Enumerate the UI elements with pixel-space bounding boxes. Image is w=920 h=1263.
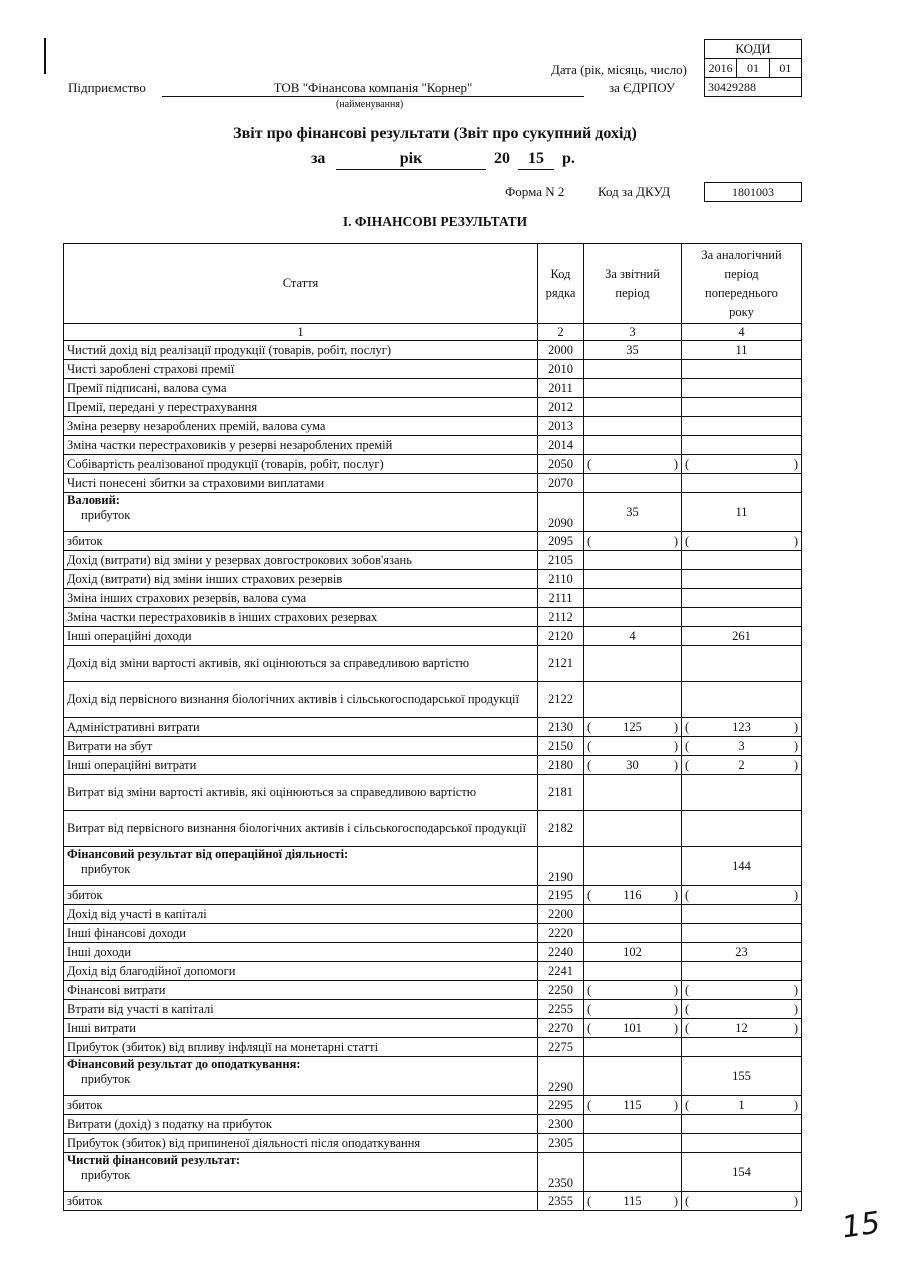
row-label: Дохід від участі в капіталі bbox=[64, 905, 538, 924]
close-paren: ) bbox=[793, 1193, 798, 1208]
table-row bbox=[64, 474, 802, 493]
row-code: 2050 bbox=[538, 455, 584, 474]
row-code: 2305 bbox=[538, 1134, 584, 1153]
row-previous-value bbox=[682, 1134, 802, 1153]
close-paren: ) bbox=[793, 757, 798, 772]
handwritten-page-number: 15 bbox=[839, 1205, 883, 1246]
open-paren: ( bbox=[685, 1097, 690, 1112]
row-label: Премії, передані у перестрахування bbox=[64, 398, 538, 417]
row-previous-value bbox=[682, 682, 802, 718]
row-code: 2090 bbox=[538, 493, 584, 532]
row-label: збиток bbox=[64, 886, 538, 905]
row-previous-value bbox=[682, 1019, 802, 1038]
row-label: Дохід (витрати) від зміни інших страхових резервів bbox=[64, 570, 538, 589]
row-label: Собівартість реалізованої продукції (товарів, робіт, послуг) bbox=[64, 455, 538, 474]
table-row bbox=[64, 682, 802, 718]
row-previous-value bbox=[682, 737, 802, 756]
row-previous-value bbox=[682, 646, 802, 682]
row-label: Чисті зароблені страхові премії bbox=[64, 360, 538, 379]
row-code: 2120 bbox=[538, 627, 584, 646]
open-paren: ( bbox=[587, 887, 592, 902]
col-num: 3 bbox=[584, 324, 682, 341]
table-row bbox=[64, 775, 802, 811]
row-current-value bbox=[584, 1057, 682, 1096]
col-num: 4 bbox=[682, 324, 802, 341]
row-current-value bbox=[584, 398, 682, 417]
date-label: Дата (рік, місяць, число) bbox=[551, 62, 687, 77]
row-code: 2000 bbox=[538, 341, 584, 360]
row-previous-value bbox=[682, 398, 802, 417]
row-current-value bbox=[584, 737, 682, 756]
close-paren: ) bbox=[673, 1020, 678, 1035]
row-label: Інші операційні доходи bbox=[64, 627, 538, 646]
close-paren: ) bbox=[673, 456, 678, 471]
row-previous-value: 23 bbox=[682, 943, 802, 962]
close-paren: ) bbox=[673, 1193, 678, 1208]
open-paren: ( bbox=[685, 533, 690, 548]
table-row bbox=[64, 1115, 802, 1134]
row-code: 2012 bbox=[538, 398, 584, 417]
table-row bbox=[64, 417, 802, 436]
row-label: Дохід від благодійної допомоги bbox=[64, 962, 538, 981]
row-previous-value: 11 bbox=[682, 341, 802, 360]
open-paren: ( bbox=[587, 982, 592, 997]
close-paren: ) bbox=[793, 887, 798, 902]
close-paren: ) bbox=[793, 533, 798, 548]
table-row bbox=[64, 811, 802, 847]
close-paren: ) bbox=[793, 1001, 798, 1016]
table-row bbox=[64, 589, 802, 608]
row-label: Інші доходи bbox=[64, 943, 538, 962]
row-label: Премії підписані, валова сума bbox=[64, 379, 538, 398]
table-row bbox=[64, 924, 802, 943]
row-label: Зміна резерву незароблених премій, валова сума bbox=[64, 417, 538, 436]
table-row bbox=[64, 360, 802, 379]
row-current-value: 35 bbox=[584, 341, 682, 360]
title-year-suffix: 15 bbox=[518, 150, 554, 170]
row-previous-value: 155 bbox=[682, 1057, 802, 1096]
table-row bbox=[64, 532, 802, 551]
open-paren: ( bbox=[685, 1001, 690, 1016]
row-label: збиток bbox=[64, 1096, 538, 1115]
section-title: І. ФІНАНСОВІ РЕЗУЛЬТАТИ bbox=[342, 214, 528, 229]
row-group-title: Фінансовий результат до оподаткування: bbox=[67, 1057, 301, 1071]
header-article: Стаття bbox=[64, 244, 538, 324]
table-row bbox=[64, 756, 802, 775]
edrpou-code: 30429288 bbox=[708, 80, 756, 94]
naming-caption: (найменування) bbox=[336, 99, 404, 110]
table-row bbox=[64, 1000, 802, 1019]
row-code: 2255 bbox=[538, 1000, 584, 1019]
row-current-value bbox=[584, 847, 682, 886]
row-code: 2112 bbox=[538, 608, 584, 627]
close-paren: ) bbox=[673, 738, 678, 753]
row-label: Фінансові витрати bbox=[64, 981, 538, 1000]
row-current-value bbox=[584, 570, 682, 589]
row-current-value bbox=[584, 532, 682, 551]
row-current-value bbox=[584, 1153, 682, 1192]
row-current-value bbox=[584, 962, 682, 981]
row-current-value bbox=[584, 981, 682, 1000]
row-code: 2180 bbox=[538, 756, 584, 775]
row-code: 2290 bbox=[538, 1057, 584, 1096]
dkud-label: Код за ДКУД bbox=[598, 184, 671, 199]
row-label: Чистий дохід від реалізації продукції (товарів, робіт, послуг) bbox=[64, 341, 538, 360]
date-year: 2016 bbox=[705, 59, 737, 77]
table-body bbox=[64, 341, 802, 1211]
table-row bbox=[64, 847, 802, 886]
value: 30 bbox=[626, 757, 639, 772]
row-label: Дохід (витрати) від зміни у резервах довгострокових зобов'язань bbox=[64, 551, 538, 570]
table-row bbox=[64, 1019, 802, 1038]
row-previous-value: 154 bbox=[682, 1153, 802, 1192]
row-current-value bbox=[584, 905, 682, 924]
row-code: 2241 bbox=[538, 962, 584, 981]
date-day: 01 bbox=[779, 61, 792, 75]
date-month: 01 bbox=[737, 59, 769, 77]
codes-header: КОДИ bbox=[705, 40, 801, 59]
row-label: Витрат від первісного визнання біологічних активів і сільськогосподарської продукції bbox=[64, 811, 538, 847]
row-code: 2250 bbox=[538, 981, 584, 1000]
open-paren: ( bbox=[685, 719, 690, 734]
title-za: за bbox=[311, 150, 326, 167]
row-current-value bbox=[584, 455, 682, 474]
table-row bbox=[64, 1153, 802, 1192]
table-row bbox=[64, 570, 802, 589]
open-paren: ( bbox=[685, 456, 690, 471]
row-previous-value bbox=[682, 924, 802, 943]
table-row bbox=[64, 455, 802, 474]
row-previous-value bbox=[682, 532, 802, 551]
row-label: Зміна частки перестраховиків у резерві незароблених премій bbox=[64, 436, 538, 455]
table-row bbox=[64, 943, 802, 962]
row-previous-value bbox=[682, 1192, 802, 1211]
row-previous-value bbox=[682, 455, 802, 474]
row-code: 2105 bbox=[538, 551, 584, 570]
table-row bbox=[64, 379, 802, 398]
row-previous-value bbox=[682, 1115, 802, 1134]
open-paren: ( bbox=[587, 1020, 592, 1035]
open-paren: ( bbox=[685, 982, 690, 997]
row-label: Чисті понесені збитки за страховими виплатами bbox=[64, 474, 538, 493]
open-paren: ( bbox=[587, 1001, 592, 1016]
close-paren: ) bbox=[793, 1097, 798, 1112]
row-previous-value bbox=[682, 718, 802, 737]
row-previous-value bbox=[682, 756, 802, 775]
value: 12 bbox=[735, 1020, 748, 1035]
row-current-value bbox=[584, 1000, 682, 1019]
row-label: збиток bbox=[64, 532, 538, 551]
row-current-value bbox=[584, 551, 682, 570]
row-current-value bbox=[584, 646, 682, 682]
row-previous-value: 144 bbox=[682, 847, 802, 886]
value: 125 bbox=[623, 719, 642, 734]
row-code: 2355 bbox=[538, 1192, 584, 1211]
row-label bbox=[64, 493, 538, 532]
open-paren: ( bbox=[587, 533, 592, 548]
table-row bbox=[64, 1096, 802, 1115]
row-current-value bbox=[584, 589, 682, 608]
row-code: 2200 bbox=[538, 905, 584, 924]
row-code: 2350 bbox=[538, 1153, 584, 1192]
row-previous-value bbox=[682, 379, 802, 398]
row-group-title: Чистий фінансовий результат: bbox=[67, 1153, 241, 1167]
open-paren: ( bbox=[587, 738, 592, 753]
row-current-value bbox=[584, 1134, 682, 1153]
row-current-value bbox=[584, 474, 682, 493]
edrpou-label: за ЄДРПОУ bbox=[609, 80, 676, 95]
dkud-code: 1801003 bbox=[704, 182, 802, 202]
row-current-value bbox=[584, 1019, 682, 1038]
row-previous-value bbox=[682, 570, 802, 589]
close-paren: ) bbox=[673, 1001, 678, 1016]
row-code: 2010 bbox=[538, 360, 584, 379]
row-code: 2190 bbox=[538, 847, 584, 886]
row-label: Дохід від первісного визнання біологічних активів і сільськогосподарської продукції bbox=[64, 682, 538, 718]
row-current-value bbox=[584, 1115, 682, 1134]
row-current-value bbox=[584, 756, 682, 775]
codes-box bbox=[704, 39, 802, 97]
value: 3 bbox=[738, 738, 745, 753]
table-row bbox=[64, 1038, 802, 1057]
financial-results-table bbox=[63, 243, 802, 1211]
close-paren: ) bbox=[673, 533, 678, 548]
row-current-value bbox=[584, 1192, 682, 1211]
row-label bbox=[64, 1153, 538, 1192]
row-previous-value: 261 bbox=[682, 627, 802, 646]
title-period: рік bbox=[336, 150, 486, 170]
row-code: 2150 bbox=[538, 737, 584, 756]
table-row bbox=[64, 1192, 802, 1211]
row-current-value bbox=[584, 718, 682, 737]
row-previous-value bbox=[682, 551, 802, 570]
row-previous-value bbox=[682, 474, 802, 493]
row-code: 2300 bbox=[538, 1115, 584, 1134]
table-row bbox=[64, 646, 802, 682]
header-code: Код рядка bbox=[538, 244, 584, 324]
row-previous-value bbox=[682, 417, 802, 436]
row-code: 2070 bbox=[538, 474, 584, 493]
row-label: Зміна частки перестраховиків в інших страхових резервах bbox=[64, 608, 538, 627]
title-r: р. bbox=[562, 150, 575, 167]
value: 115 bbox=[623, 1097, 642, 1112]
row-sublabel: прибуток bbox=[81, 508, 131, 522]
row-current-value: 4 bbox=[584, 627, 682, 646]
row-code: 2095 bbox=[538, 532, 584, 551]
open-paren: ( bbox=[685, 1020, 690, 1035]
binding-mark bbox=[44, 38, 46, 74]
table-row bbox=[64, 981, 802, 1000]
close-paren: ) bbox=[673, 1097, 678, 1112]
value: 2 bbox=[738, 757, 745, 772]
open-paren: ( bbox=[685, 738, 690, 753]
row-code: 2270 bbox=[538, 1019, 584, 1038]
row-code: 2011 bbox=[538, 379, 584, 398]
row-previous-value bbox=[682, 886, 802, 905]
header-previous: За аналогічний період попереднього року bbox=[682, 244, 802, 324]
row-previous-value bbox=[682, 811, 802, 847]
row-sublabel: прибуток bbox=[81, 862, 131, 876]
table-row bbox=[64, 493, 802, 532]
row-code: 2240 bbox=[538, 943, 584, 962]
row-previous-value bbox=[682, 360, 802, 379]
table-row bbox=[64, 962, 802, 981]
row-group-title: Валовий: bbox=[67, 493, 120, 507]
row-code: 2295 bbox=[538, 1096, 584, 1115]
row-label: Втрати від участі в капіталі bbox=[64, 1000, 538, 1019]
open-paren: ( bbox=[685, 757, 690, 772]
row-code: 2181 bbox=[538, 775, 584, 811]
row-label: Зміна інших страхових резервів, валова сума bbox=[64, 589, 538, 608]
row-sublabel: прибуток bbox=[81, 1168, 131, 1182]
row-current-value bbox=[584, 608, 682, 627]
row-code: 2182 bbox=[538, 811, 584, 847]
row-current-value bbox=[584, 417, 682, 436]
row-group-title: Фінансовий результат від операційної діяльності: bbox=[67, 847, 349, 861]
row-code: 2110 bbox=[538, 570, 584, 589]
row-code: 2121 bbox=[538, 646, 584, 682]
title-year-prefix: 20 bbox=[494, 150, 510, 167]
open-paren: ( bbox=[685, 887, 690, 902]
row-label: Прибуток (збиток) від припиненої діяльності після оподаткування bbox=[64, 1134, 538, 1153]
edrpou-row bbox=[705, 78, 801, 96]
table-row bbox=[64, 718, 802, 737]
enterprise-label: Підприємство bbox=[68, 80, 146, 95]
row-label: Дохід від зміни вартості активів, які оцінюються за справедливою вартістю bbox=[64, 646, 538, 682]
row-current-value bbox=[584, 1038, 682, 1057]
row-sublabel: прибуток bbox=[81, 1072, 131, 1086]
col-num: 2 bbox=[538, 324, 584, 341]
row-label: Витрати (дохід) з податку на прибуток bbox=[64, 1115, 538, 1134]
open-paren: ( bbox=[587, 719, 592, 734]
table-row bbox=[64, 1134, 802, 1153]
close-paren: ) bbox=[793, 982, 798, 997]
col-num: 1 bbox=[64, 324, 538, 341]
row-previous-value bbox=[682, 775, 802, 811]
table-row bbox=[64, 608, 802, 627]
row-previous-value bbox=[682, 436, 802, 455]
row-current-value bbox=[584, 379, 682, 398]
close-paren: ) bbox=[793, 719, 798, 734]
value: 116 bbox=[623, 887, 642, 902]
row-previous-value bbox=[682, 1038, 802, 1057]
close-paren: ) bbox=[673, 719, 678, 734]
header-current: За звітний період bbox=[584, 244, 682, 324]
row-current-value: 102 bbox=[584, 943, 682, 962]
row-label bbox=[64, 847, 538, 886]
close-paren: ) bbox=[673, 982, 678, 997]
table-row bbox=[64, 436, 802, 455]
row-label bbox=[64, 1057, 538, 1096]
column-number-row bbox=[64, 324, 802, 341]
value: 1 bbox=[738, 1097, 745, 1112]
close-paren: ) bbox=[673, 757, 678, 772]
open-paren: ( bbox=[587, 1097, 592, 1112]
form-label: Форма N 2 bbox=[505, 184, 565, 199]
row-code: 2220 bbox=[538, 924, 584, 943]
date-codes bbox=[705, 59, 801, 78]
row-current-value bbox=[584, 360, 682, 379]
row-previous-value bbox=[682, 608, 802, 627]
close-paren: ) bbox=[793, 738, 798, 753]
row-current-value bbox=[584, 1096, 682, 1115]
open-paren: ( bbox=[587, 456, 592, 471]
table-row bbox=[64, 886, 802, 905]
close-paren: ) bbox=[793, 456, 798, 471]
row-label: Інші фінансові доходи bbox=[64, 924, 538, 943]
row-label: збиток bbox=[64, 1192, 538, 1211]
row-current-value bbox=[584, 436, 682, 455]
table-row bbox=[64, 1057, 802, 1096]
close-paren: ) bbox=[673, 887, 678, 902]
row-label: Інші операційні витрати bbox=[64, 756, 538, 775]
report-title: Звіт про фінансові результати (Звіт про сукупний дохід) bbox=[233, 125, 637, 142]
row-label: Адміністративні витрати bbox=[64, 718, 538, 737]
row-current-value bbox=[584, 811, 682, 847]
row-code: 2122 bbox=[538, 682, 584, 718]
row-previous-value bbox=[682, 589, 802, 608]
open-paren: ( bbox=[685, 1193, 690, 1208]
close-paren: ) bbox=[793, 1020, 798, 1035]
value: 115 bbox=[623, 1193, 642, 1208]
table-row bbox=[64, 398, 802, 417]
row-label: Витрати на збут bbox=[64, 737, 538, 756]
open-paren: ( bbox=[587, 1193, 592, 1208]
open-paren: ( bbox=[587, 757, 592, 772]
row-previous-value bbox=[682, 905, 802, 924]
row-code: 2130 bbox=[538, 718, 584, 737]
row-current-value: 35 bbox=[584, 493, 682, 532]
row-code: 2275 bbox=[538, 1038, 584, 1057]
enterprise-name: ТОВ "Фінансова компанія "Корнер" bbox=[162, 80, 584, 97]
row-label: Інші витрати bbox=[64, 1019, 538, 1038]
row-label: Витрат від зміни вартості активів, які оцінюються за справедливою вартістю bbox=[64, 775, 538, 811]
row-previous-value bbox=[682, 1096, 802, 1115]
table-row bbox=[64, 341, 802, 360]
row-previous-value bbox=[682, 962, 802, 981]
table-row bbox=[64, 737, 802, 756]
row-previous-value bbox=[682, 1000, 802, 1019]
row-code: 2111 bbox=[538, 589, 584, 608]
row-current-value bbox=[584, 924, 682, 943]
row-code: 2195 bbox=[538, 886, 584, 905]
row-code: 2013 bbox=[538, 417, 584, 436]
row-current-value bbox=[584, 886, 682, 905]
table-row bbox=[64, 905, 802, 924]
table-header-row bbox=[64, 244, 802, 324]
row-current-value bbox=[584, 775, 682, 811]
row-previous-value bbox=[682, 981, 802, 1000]
row-code: 2014 bbox=[538, 436, 584, 455]
value: 123 bbox=[732, 719, 751, 734]
row-current-value bbox=[584, 682, 682, 718]
row-previous-value: 11 bbox=[682, 493, 802, 532]
table-row bbox=[64, 551, 802, 570]
table-row bbox=[64, 627, 802, 646]
value: 101 bbox=[623, 1020, 642, 1035]
row-label: Прибуток (збиток) від впливу інфляції на монетарні статті bbox=[64, 1038, 538, 1057]
